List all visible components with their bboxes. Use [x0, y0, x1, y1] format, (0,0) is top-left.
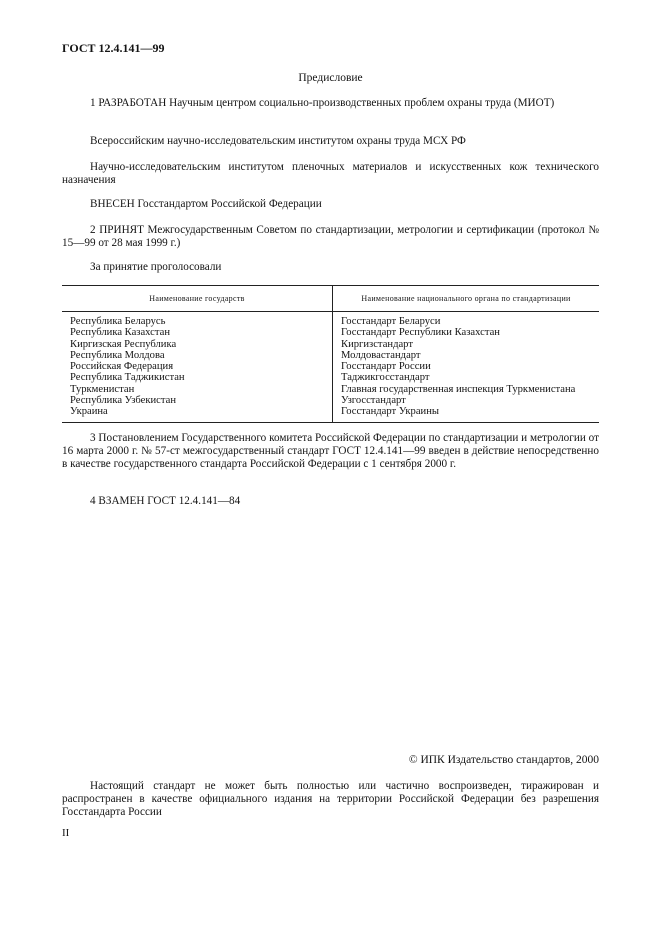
state-name: Туркменистан [70, 383, 135, 395]
state-name: Киргизская Республика [70, 338, 177, 350]
paragraph-introduced-by: ВНЕСЕН Госстандартом Российской Федерации [90, 198, 322, 210]
standards-body-name: Узгосстандарт [341, 395, 406, 407]
column-header-bodies: Наименование национального органа по стандартизации [333, 286, 600, 312]
state-name: Российская Федерация [70, 361, 174, 373]
document-code-header: ГОСТ 12.4.141—99 [62, 41, 165, 55]
bodies-column [333, 312, 600, 423]
state-name: Республика Казахстан [70, 327, 171, 339]
reproduction-notice: Настоящий стандарт не может быть полностью или частично воспроизведен, тиражирован и распространен в качестве официального издания на территории Российской Федерации без разрешения Госстандарта России [62, 780, 599, 818]
copyright-notice: © ИПК Издательство стандартов, 2000 [408, 754, 599, 766]
standards-body-name: Таджикгосстандарт [341, 372, 430, 384]
paragraph-replaces: 4 ВЗАМЕН ГОСТ 12.4.141—84 [90, 495, 241, 507]
state-name: Республика Таджикистан [70, 372, 185, 384]
paragraph-resolution: 3 Постановлением Государственного комитета Российской Федерации по стандартизации и метрологии от 16 марта 2000 г. № 57-ст межгосударственный стандарт ГОСТ 12.4.141—99 введен в действие непосредственно в качестве государственного стандарта Российской Федерации с 1 сентября 2000 г. [62, 432, 599, 470]
state-name: Украина [70, 406, 108, 418]
column-header-states: Наименование государств [62, 286, 333, 312]
paragraph-voted-for: За принятие проголосовали [90, 261, 222, 273]
states-column [62, 312, 333, 423]
table-body-row [62, 312, 599, 423]
paragraph-developer-2: Всероссийским научно-исследовательским институтом охраны труда МСХ РФ [90, 135, 466, 147]
voting-states-table [62, 285, 599, 423]
state-name: Республика Беларусь [70, 316, 166, 327]
standards-body-name: Госстандарт Республики Казахстан [341, 327, 500, 339]
standards-body-name: Киргизстандарт [341, 338, 413, 350]
page-number: II [62, 827, 70, 839]
table-header-row [62, 286, 599, 312]
paragraph-developer-3: Научно-исследовательским институтом пленочных материалов и искусственных кож технического назначения [62, 161, 599, 186]
standards-body-name: Госстандарт России [341, 361, 431, 373]
standards-body-name: Главная государственная инспекция Туркменистана [341, 383, 576, 395]
state-name: Республика Узбекистан [70, 395, 177, 407]
paragraph-adopted-by: 2 ПРИНЯТ Межгосударственным Советом по стандартизации, метрологии и сертификации (протокол № 15—99 от 28 мая 1999 г.) [62, 224, 599, 249]
state-name: Республика Молдова [70, 349, 165, 361]
section-title: Предисловие [298, 72, 363, 84]
standards-body-name: Госстандарт Беларуси [341, 316, 441, 327]
standards-body-name: Госстандарт Украины [341, 406, 439, 418]
paragraph-developed-by: 1 РАЗРАБОТАН Научным центром социально-производственных проблем охраны труда (МИОТ) [90, 97, 555, 109]
standards-body-name: Молдовастандарт [341, 349, 421, 361]
